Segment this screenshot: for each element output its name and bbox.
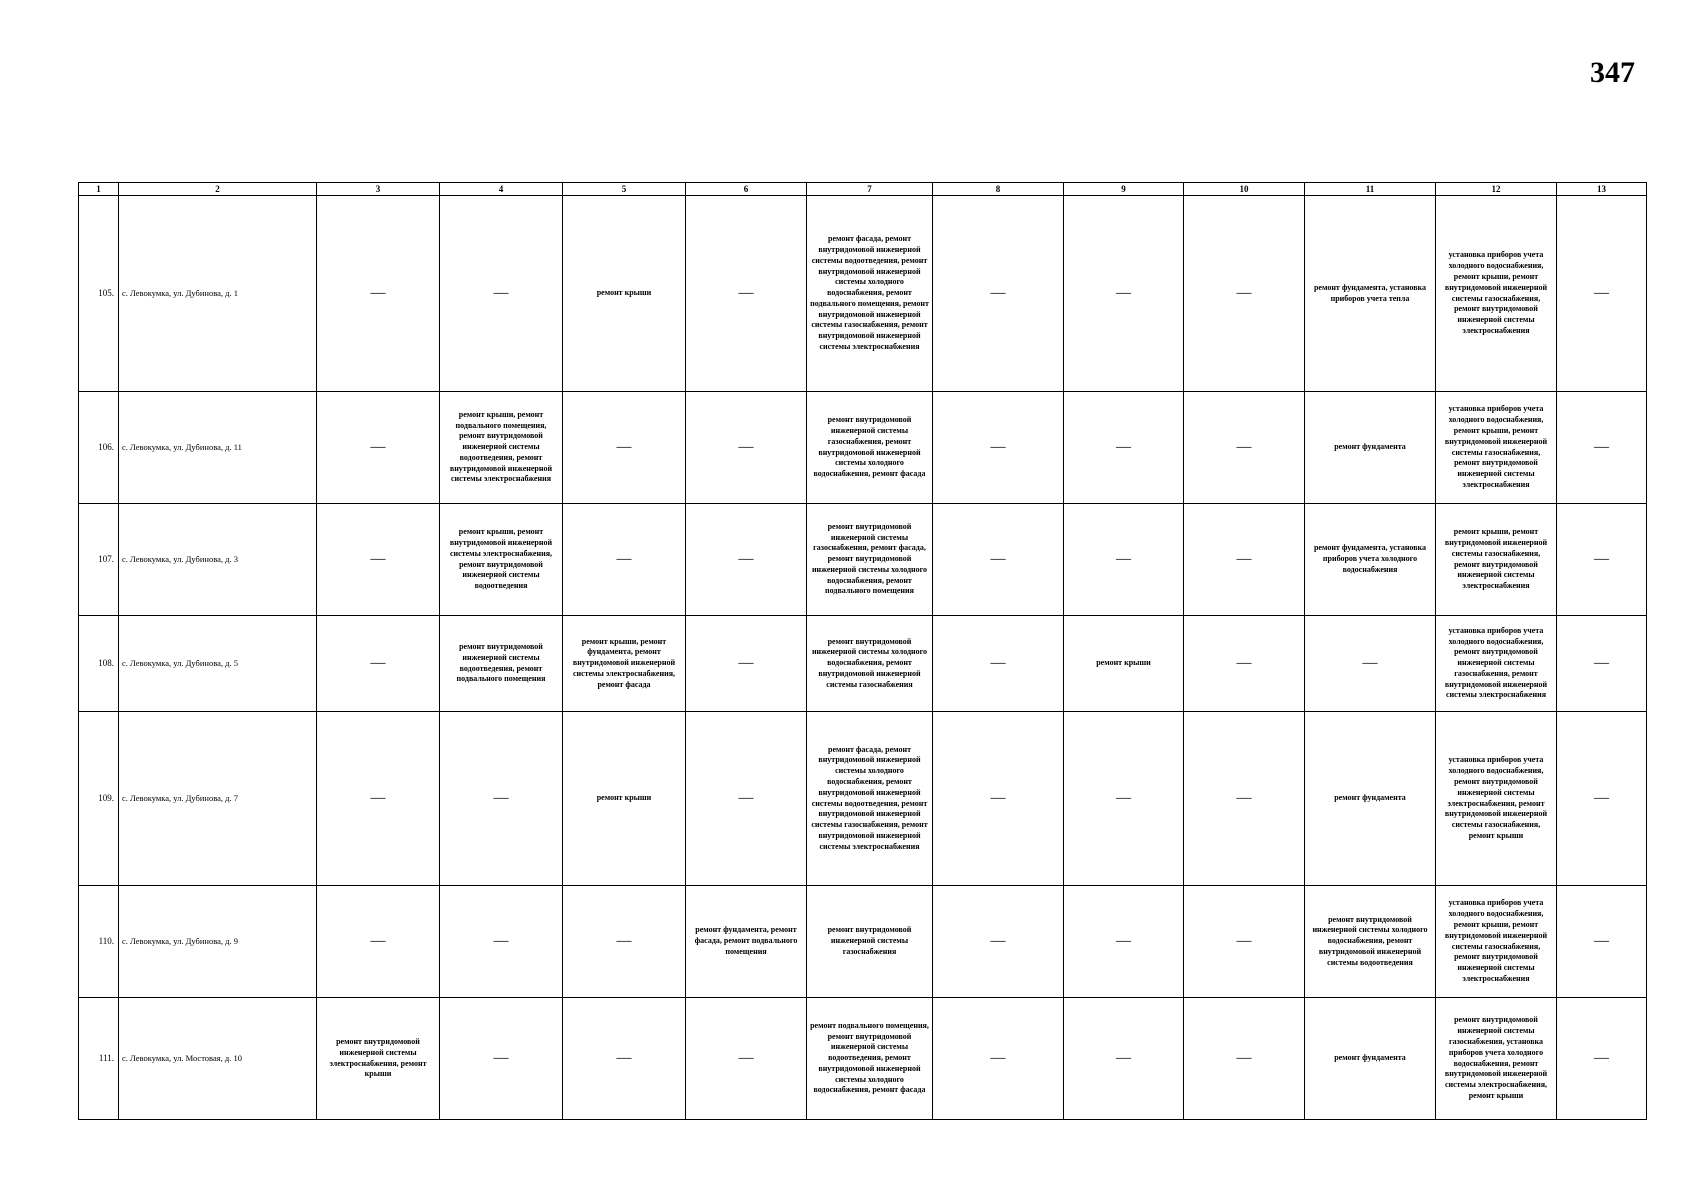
empty-dash-cell: — [1557,504,1647,616]
empty-dash-cell: — [1557,392,1647,504]
empty-dash-cell: — [933,504,1064,616]
empty-dash-cell: — [317,712,440,886]
table-row [79,504,1647,616]
empty-dash-cell: — [563,392,686,504]
address-cell: с. Левокумка, ул. Дубинова, д. 5 [119,616,317,712]
works-table [78,182,1647,1120]
works-cell: ремонт крыши [563,196,686,392]
address-cell: с. Левокумка, ул. Дубинова, д. 11 [119,392,317,504]
page-number: 347 [1590,56,1635,89]
column-number: 12 [1436,183,1557,196]
empty-dash-cell: — [440,998,563,1120]
empty-dash-cell: — [686,712,807,886]
empty-dash-cell: — [1184,998,1305,1120]
column-number: 2 [119,183,317,196]
works-cell: ремонт фундамента [1305,712,1436,886]
empty-dash-cell: — [1184,504,1305,616]
works-cell: ремонт внутридомовой инженерной системы электроснабжения, ремонт крыши [317,998,440,1120]
empty-dash-cell: — [933,712,1064,886]
works-cell: ремонт фундамента [1305,998,1436,1120]
works-cell: ремонт внутридомовой инженерной системы газоснабжения, установка приборов учета холодного водоснабжения, ремонт внутридомовой инженерной системы электроснабжения, ремонт крыши [1436,998,1557,1120]
empty-dash-cell: — [1064,886,1184,998]
column-number: 7 [807,183,933,196]
table-row [79,616,1647,712]
empty-dash-cell: — [317,392,440,504]
address-cell: с. Левокумка, ул. Дубинова, д. 1 [119,196,317,392]
empty-dash-cell: — [1064,196,1184,392]
row-number: 111. [79,998,119,1120]
column-number: 10 [1184,183,1305,196]
empty-dash-cell: — [1557,998,1647,1120]
works-cell: ремонт подвального помещения, ремонт внутридомовой инженерной системы водоотведения, ремонт внутридомовой инженерной системы холодного водоснабжения, ремонт фасада [807,998,933,1120]
works-cell: ремонт внутридомовой инженерной системы газоснабжения, ремонт внутридомовой инженерной системы холодного водоснабжения, ремонт фасада [807,392,933,504]
table-row [79,392,1647,504]
column-number: 3 [317,183,440,196]
works-cell: ремонт крыши [1064,616,1184,712]
works-cell: ремонт фасада, ремонт внутридомовой инженерной системы водоотведения, ремонт внутридомовой инженерной системы холодного водоснабжения, ремонт подвального помещения, ремонт внутридомовой инженерной системы газоснабжения, ремонт внутридомовой инженерной системы электроснабжения [807,196,933,392]
table-row [79,998,1647,1120]
empty-dash-cell: — [1184,712,1305,886]
empty-dash-cell: — [933,616,1064,712]
empty-dash-cell: — [933,886,1064,998]
works-cell: ремонт внутридомовой инженерной системы газоснабжения [807,886,933,998]
works-cell: ремонт внутридомовой инженерной системы холодного водоснабжения, ремонт внутридомовой инженерной системы водоотведения [1305,886,1436,998]
empty-dash-cell: — [1184,616,1305,712]
works-cell: ремонт фундамента, установка приборов учета холодного водоснабжения [1305,504,1436,616]
row-number: 110. [79,886,119,998]
works-cell: ремонт крыши, ремонт внутридомовой инженерной системы электроснабжения, ремонт внутридомовой инженерной системы водоотведения [440,504,563,616]
empty-dash-cell: — [440,886,563,998]
row-number: 108. [79,616,119,712]
address-cell: с. Левокумка, ул. Мостовая, д. 10 [119,998,317,1120]
empty-dash-cell: — [933,196,1064,392]
column-number: 8 [933,183,1064,196]
row-number: 105. [79,196,119,392]
empty-dash-cell: — [686,616,807,712]
empty-dash-cell: — [1184,886,1305,998]
table-row [79,196,1647,392]
empty-dash-cell: — [1305,616,1436,712]
works-cell: установка приборов учета холодного водоснабжения, ремонт внутридомовой инженерной системы газоснабжения, ремонт внутридомовой инженерной системы электроснабжения [1436,616,1557,712]
empty-dash-cell: — [440,712,563,886]
column-number: 11 [1305,183,1436,196]
column-number: 5 [563,183,686,196]
empty-dash-cell: — [317,196,440,392]
row-number: 106. [79,392,119,504]
address-cell: с. Левокумка, ул. Дубинова, д. 9 [119,886,317,998]
works-cell: ремонт внутридомовой инженерной системы водоотведения, ремонт подвального помещения [440,616,563,712]
empty-dash-cell: — [317,616,440,712]
empty-dash-cell: — [1184,392,1305,504]
empty-dash-cell: — [1557,712,1647,886]
empty-dash-cell: — [563,504,686,616]
works-cell: ремонт крыши, ремонт внутридомовой инженерной системы газоснабжения, ремонт внутридомовой инженерной системы электроснабжения [1436,504,1557,616]
works-cell: ремонт фасада, ремонт внутридомовой инженерной системы холодного водоснабжения, ремонт внутридомовой инженерной системы водоотведения, ремонт внутридомовой инженерной системы газоснабжения, ремонт внутридомовой инженерной системы электроснабжения [807,712,933,886]
column-number: 1 [79,183,119,196]
works-cell: установка приборов учета холодного водоснабжения, ремонт крыши, ремонт внутридомовой инженерной системы газоснабжения, ремонт внутридомовой инженерной системы электроснабжения [1436,886,1557,998]
works-cell: ремонт внутридомовой инженерной системы холодного водоснабжения, ремонт внутридомовой инженерной системы газоснабжения [807,616,933,712]
empty-dash-cell: — [1557,616,1647,712]
works-cell: установка приборов учета холодного водоснабжения, ремонт крыши, ремонт внутридомовой инженерной системы газоснабжения, ремонт внутридомовой инженерной системы электроснабжения [1436,196,1557,392]
table-row [79,886,1647,998]
column-number: 4 [440,183,563,196]
header-row [79,183,1647,196]
address-cell: с. Левокумка, ул. Дубинова, д. 7 [119,712,317,886]
row-number: 109. [79,712,119,886]
empty-dash-cell: — [686,998,807,1120]
address-cell: с. Левокумка, ул. Дубинова, д. 3 [119,504,317,616]
empty-dash-cell: — [933,998,1064,1120]
column-number: 9 [1064,183,1184,196]
empty-dash-cell: — [440,196,563,392]
empty-dash-cell: — [1064,504,1184,616]
table-row [79,712,1647,886]
column-number: 13 [1557,183,1647,196]
table-body [79,183,1647,1120]
empty-dash-cell: — [686,392,807,504]
row-number: 107. [79,504,119,616]
empty-dash-cell: — [1064,998,1184,1120]
empty-dash-cell: — [686,196,807,392]
empty-dash-cell: — [1064,712,1184,886]
empty-dash-cell: — [1184,196,1305,392]
works-cell: ремонт внутридомовой инженерной системы газоснабжения, ремонт фасада, ремонт внутридомовой инженерной системы холодного водоснабжения, ремонт подвального помещения [807,504,933,616]
works-cell: установка приборов учета холодного водоснабжения, ремонт внутридомовой инженерной системы электроснабжения, ремонт внутридомовой инженерной системы газоснабжения, ремонт крыши [1436,712,1557,886]
empty-dash-cell: — [1557,196,1647,392]
works-cell: установка приборов учета холодного водоснабжения, ремонт крыши, ремонт внутридомовой инженерной системы газоснабжения, ремонт внутридомовой инженерной системы электроснабжения [1436,392,1557,504]
empty-dash-cell: — [1557,886,1647,998]
empty-dash-cell: — [317,504,440,616]
empty-dash-cell: — [933,392,1064,504]
works-cell: ремонт фундамента, ремонт фасада, ремонт подвального помещения [686,886,807,998]
empty-dash-cell: — [563,886,686,998]
empty-dash-cell: — [686,504,807,616]
works-cell: ремонт крыши [563,712,686,886]
works-cell: ремонт крыши, ремонт фундамента, ремонт внутридомовой инженерной системы электроснабжения, ремонт фасада [563,616,686,712]
empty-dash-cell: — [563,998,686,1120]
empty-dash-cell: — [1064,392,1184,504]
works-cell: ремонт фундамента [1305,392,1436,504]
column-number: 6 [686,183,807,196]
works-cell: ремонт крыши, ремонт подвального помещения, ремонт внутридомовой инженерной системы водоотведения, ремонт внутридомовой инженерной системы электроснабжения [440,392,563,504]
empty-dash-cell: — [317,886,440,998]
works-cell: ремонт фундамента, установка приборов учета тепла [1305,196,1436,392]
